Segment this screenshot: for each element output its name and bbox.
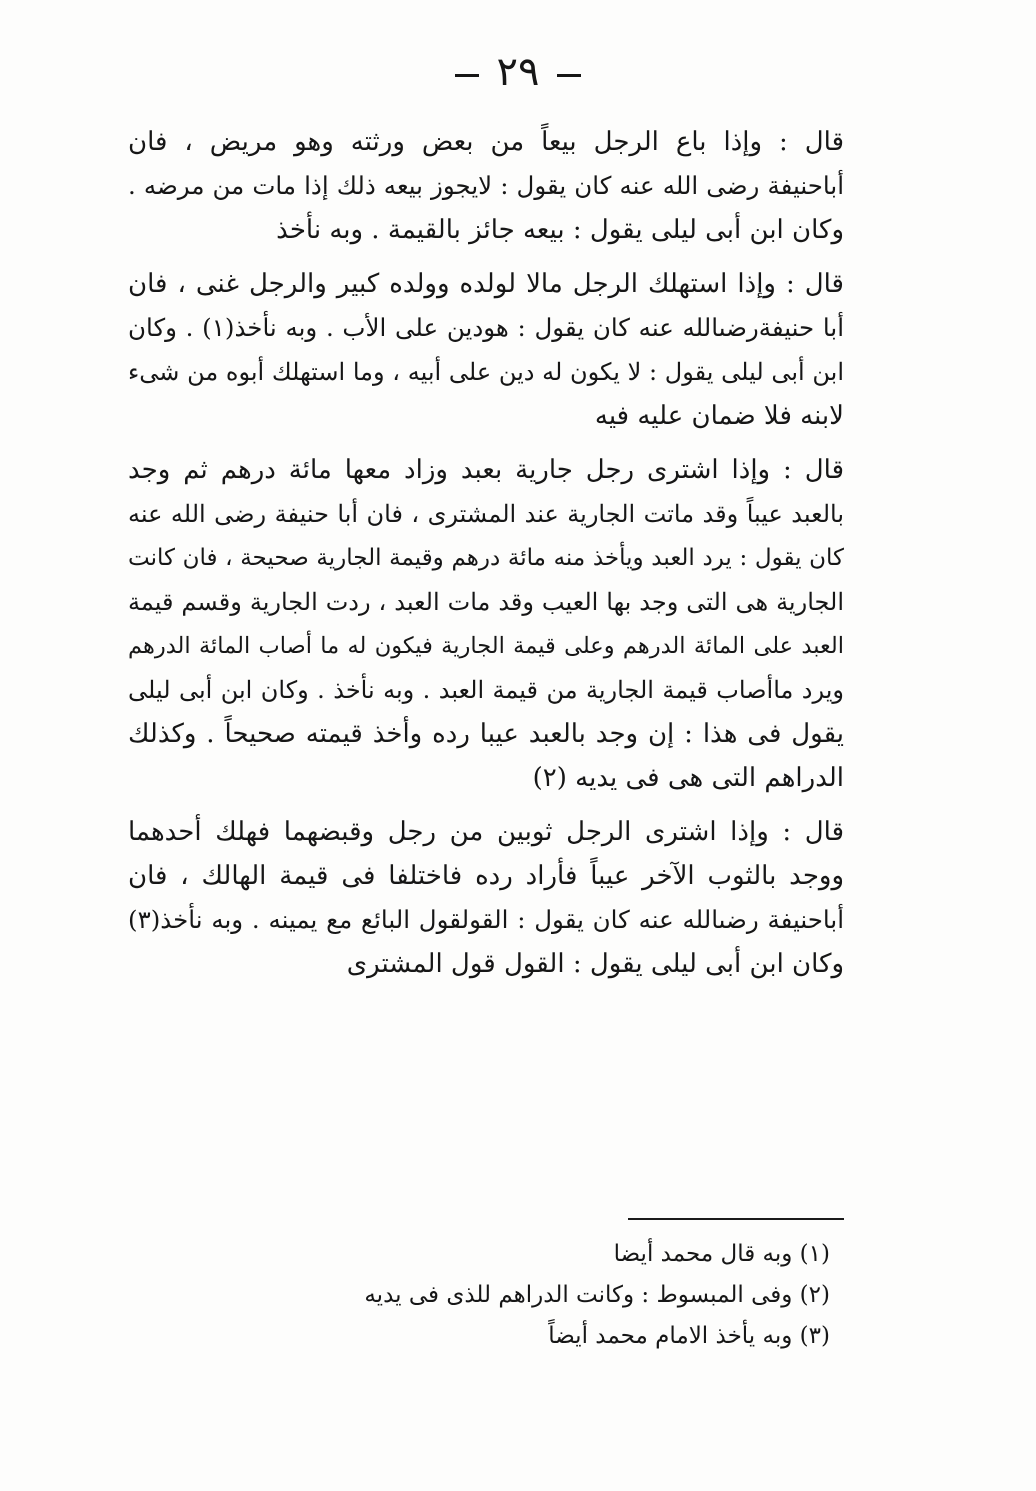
footnote-separator (628, 1218, 844, 1220)
text-line: وكان ابن أبى ليلى يقول : بيعه جائز بالقيمة . وبه نأخذ (276, 215, 844, 245)
text-line: العبد على المائة الدرهم وعلى قيمة الجارية فيكون له ما أصاب المائة الدرهم (128, 633, 844, 659)
main-text (128, 120, 844, 996)
text-line: أباحنيفة رضىالله عنه كان يقول : القولقول البائع مع يمينه . وبه نأخذ(٣) (128, 905, 844, 934)
text-line: أباحنيفة رضى الله عنه كان يقول : لايجوز بيعه ذلك إذا مات من مرضه . (128, 171, 844, 200)
text-line: قال : وإذا استهلك الرجل مالا لولده وولده كبير والرجل غنى ، فان (128, 269, 844, 299)
text-line: الجارية هى التى وجد بها العيب وقد مات العبد ، ردت الجارية وقسم قيمة (128, 588, 844, 616)
text-line: لابنه فلا ضمان عليه فيه (594, 401, 844, 431)
paragraph-4 (128, 810, 844, 986)
paragraph-3 (128, 448, 844, 800)
text-line: ابن أبى ليلى يقول : لا يكون له دين على أبيه ، وما استهلك أبوه من شىء (128, 358, 844, 386)
text-line: الدراهم التى هى فى يديه (٢) (532, 763, 844, 793)
page-number-text: ٢٩ (496, 49, 540, 95)
text-line: ويرد ماأصاب قيمة الجارية من قيمة العبد . وبه نأخذ . وكان ابن أبى ليلى (128, 676, 844, 704)
page-number (0, 49, 1036, 95)
text-line: وكان ابن أبى ليلى يقول : القول قول المشترى (346, 949, 844, 979)
page-number-dash-right (557, 74, 581, 77)
text-line: يقول فى هذا : إن وجد بالعبد عيبا رده وأخذ قيمته صحيحاً . وكذلك (128, 719, 844, 749)
footnote-3: (٣) وبه يأخذ الامام محمد أيضاً (548, 1323, 830, 1349)
text-line: كان يقول : يرد العبد ويأخذ منه مائة درهم وقيمة الجارية صحيحة ، فان كانت (128, 545, 844, 571)
text-line: قال : وإذا باع الرجل بيعاً من بعض ورثته وهو مريض ، فان (128, 127, 844, 157)
text-line: ووجد بالثوب الآخر عيباً فأراد رده فاختلفا فى قيمة الهالك ، فان (128, 861, 844, 891)
page-number-dash-left (455, 74, 479, 77)
paragraph-2 (128, 262, 844, 438)
footnotes (300, 1234, 830, 1357)
paragraph-1 (128, 120, 844, 252)
text-line: قال : وإذا اشترى الرجل ثوبين من رجل وقبضهما فهلك أحدهما (128, 817, 844, 847)
text-line: أبا حنيفةرضىالله عنه كان يقول : هودين على الأب . وبه نأخذ(١) . وكان (128, 313, 844, 342)
text-line: بالعبد عيباً وقد ماتت الجارية عند المشترى ، فان أبا حنيفة رضى الله عنه (128, 500, 844, 528)
text-line: قال : وإذا اشترى رجل جارية بعبد وزاد معها مائة درهم ثم وجد (128, 455, 844, 485)
footnote-1: (١) وبه قال محمد أيضا (613, 1241, 830, 1267)
footnote-2: (٢) وفى المبسوط : وكانت الدراهم للذى فى يديه (364, 1282, 830, 1308)
